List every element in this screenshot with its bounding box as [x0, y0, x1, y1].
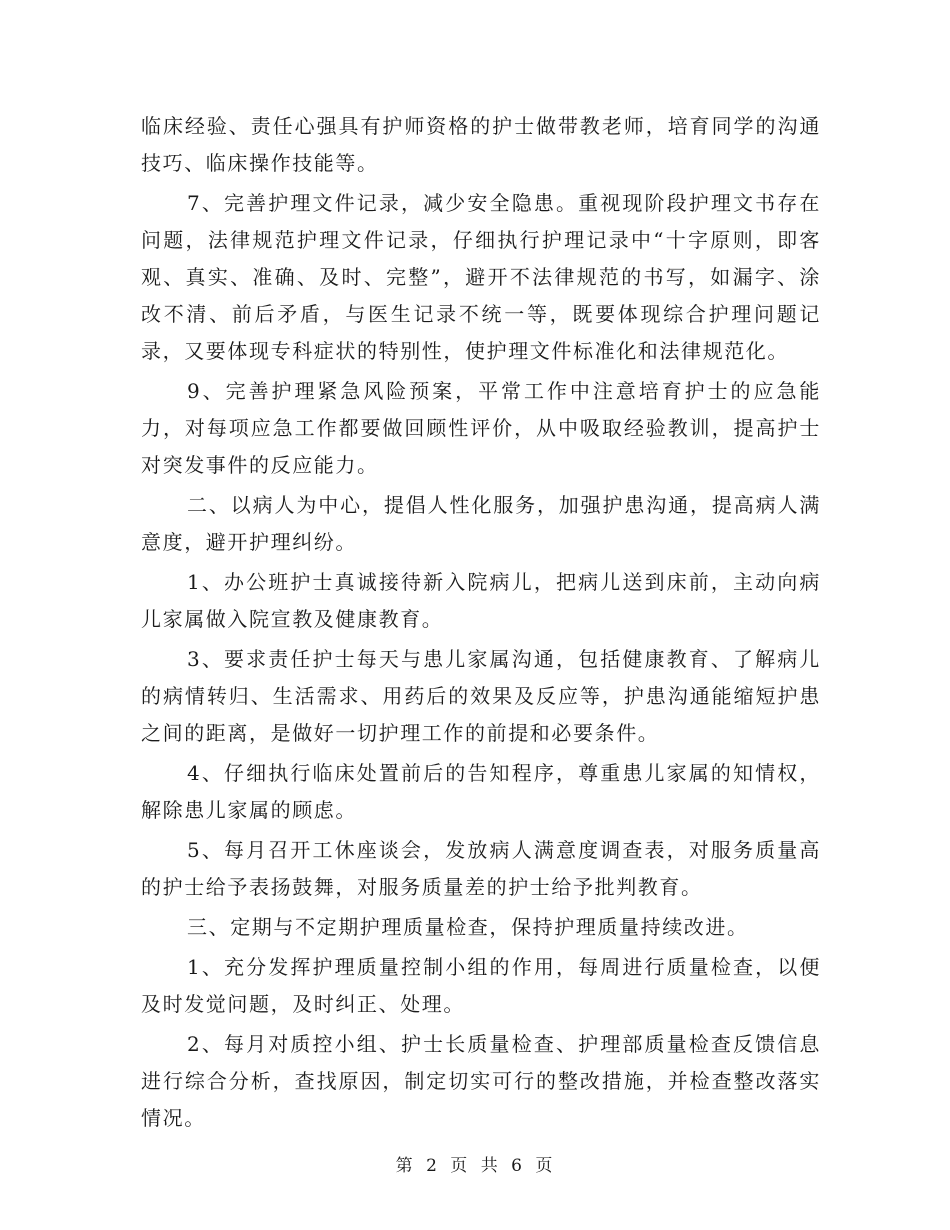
- paragraph-1: 临床经验、责任心强具有护师资格的护士做带教老师，培育同学的沟通技巧、临床操作技能等。: [141, 114, 821, 175]
- paragraph-6: 3、要求责任护士每天与患儿家属沟通，包括健康教育、了解病儿的病情转归、生活需求、用药后的效果及反应等，护患沟通能缩短护患之间的距离，是做好一切护理工作的前提和必要条件。: [141, 647, 821, 745]
- document-body: [141, 108, 821, 1140]
- paragraph-10: 1、充分发挥护理质量控制小组的作用，每周进行质量检查，以便及时发觉问题，及时纠正、处理。: [141, 955, 821, 1016]
- paragraph-3: 9、完善护理紧急风险预案，平常工作中注意培育护士的应急能力，对每项应急工作都要做回顾性评价，从中吸取经验教训，提高护士对突发事件的反应能力。: [141, 379, 821, 477]
- paragraph-2: 7、完善护理文件记录，减少安全隐患。重视现阶段护理文书存在问题，法律规范护理文件记录，仔细执行护理记录中“十字原则，即客观、真实、准确、及时、完整”，避开不法律规范的书写，如漏字、涂改不清、前后矛盾，与医生记录不统一等，既要体现综合护理问题记录，又要体现专科症状的特别性，使护理文件标准化和法律规范化。: [141, 191, 821, 363]
- paragraph-11: 2、每月对质控小组、护士长质量检查、护理部质量检查反馈信息进行综合分析，查找原因，制定切实可行的整改措施，并检查整改落实情况。: [141, 1032, 821, 1130]
- page-number-footer: 第 2 页 共 6 页: [395, 1156, 555, 1176]
- paragraph-5: 1、办公班护士真诚接待新入院病儿，把病儿送到床前，主动向病儿家属做入院宣教及健康教育。: [141, 570, 821, 631]
- paragraph-7: 4、仔细执行临床处置前后的告知程序，尊重患儿家属的知情权，解除患儿家属的顾虑。: [141, 761, 821, 822]
- section-heading-3: 三、定期与不定期护理质量检查，保持护理质量持续改进。: [187, 915, 749, 939]
- section-heading-2: 二、以病人为中心，提倡人性化服务，加强护患沟通，提高病人满意度，避开护理纠纷。: [141, 493, 821, 554]
- paragraph-8: 5、每月召开工休座谈会，发放病人满意度调查表，对服务质量高的护士给予表扬鼓舞，对服务质量差的护士给予批判教育。: [141, 838, 821, 899]
